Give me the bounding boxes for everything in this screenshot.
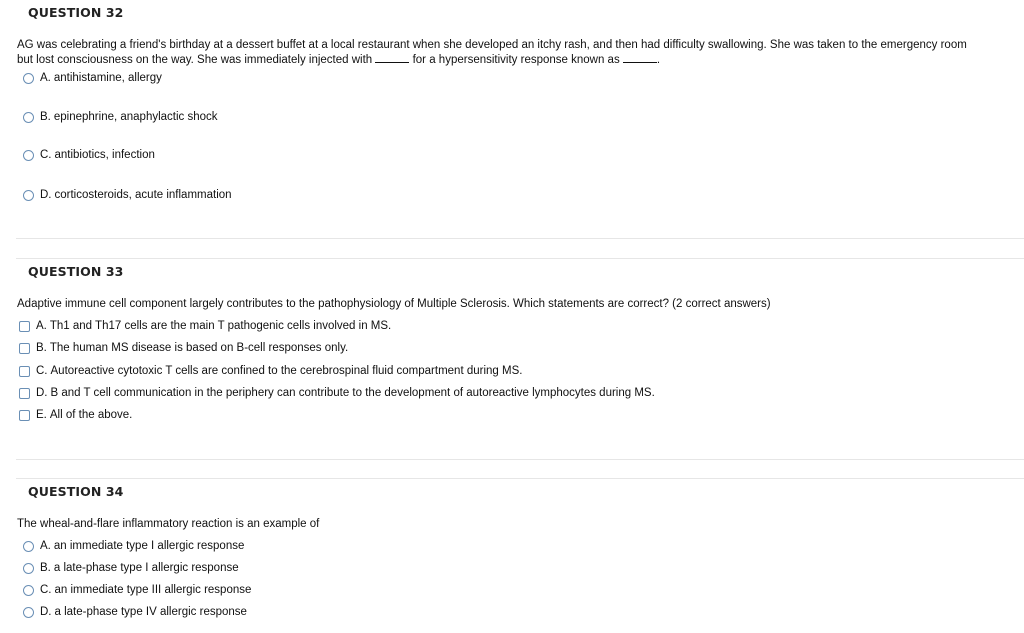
- radio-button[interactable]: [23, 563, 34, 574]
- question-33-option-a[interactable]: [19, 319, 391, 333]
- option-letter: B.: [40, 111, 51, 123]
- option-text: an immediate type III allergic response: [54, 584, 252, 596]
- section-divider: [16, 459, 1024, 460]
- option-letter: B.: [36, 342, 47, 354]
- section-divider: [16, 238, 1024, 239]
- radio-button[interactable]: [23, 150, 34, 161]
- question-34-prompt: The wheal-and-flare inflammatory reaction is an example of: [17, 518, 320, 530]
- question-32-prompt-text-1: AG was celebrating a friend's birthday at a dessert buffet at a local restaurant when she developed an itchy rash, and then had difficulty swallowing. She was taken to the emergency room: [17, 39, 967, 51]
- option-text: Autoreactive cytotoxic T cells are confined to the cerebrospinal fluid compartment during MS.: [50, 365, 523, 377]
- checkbox[interactable]: [19, 366, 30, 377]
- radio-button[interactable]: [23, 585, 34, 596]
- option-letter: A.: [40, 540, 51, 552]
- option-text: a late-phase type IV allergic response: [54, 606, 247, 618]
- radio-button[interactable]: [23, 190, 34, 201]
- section-divider: [16, 478, 1024, 479]
- radio-button[interactable]: [23, 607, 34, 618]
- question-32-prompt: [17, 38, 1017, 67]
- checkbox[interactable]: [19, 388, 30, 399]
- question-33-option-b[interactable]: [19, 341, 348, 355]
- radio-button[interactable]: [23, 541, 34, 552]
- option-text: antihistamine, allergy: [53, 72, 162, 84]
- option-text: corticosteroids, acute inflammation: [54, 189, 232, 201]
- question-33-option-d[interactable]: [19, 386, 655, 400]
- option-text: antibiotics, infection: [54, 149, 155, 161]
- blank-2: [623, 52, 657, 63]
- option-letter: C.: [40, 584, 52, 596]
- question-34-option-b[interactable]: [23, 561, 239, 575]
- question-34-title: QUESTION 34: [28, 484, 124, 499]
- blank-1: [375, 52, 409, 63]
- option-text: Th1 and Th17 cells are the main T pathogenic cells involved in MS.: [49, 320, 392, 332]
- question-34-option-c[interactable]: [23, 583, 251, 597]
- option-text: B and T cell communication in the periphery can contribute to the development of autoreactive lymphocytes during MS.: [50, 387, 655, 399]
- question-32-prompt-text-3: for a hypersensitivity response known as: [412, 54, 620, 66]
- question-33-option-e[interactable]: [19, 408, 132, 422]
- checkbox[interactable]: [19, 321, 30, 332]
- question-32-prompt-text-4: .: [656, 54, 661, 66]
- question-32-option-d[interactable]: [23, 188, 232, 202]
- question-34-option-a[interactable]: [23, 539, 244, 553]
- option-text: a late-phase type I allergic response: [53, 562, 239, 574]
- option-letter: C.: [40, 149, 52, 161]
- option-text: All of the above.: [49, 409, 133, 421]
- question-32-option-c[interactable]: [23, 148, 155, 162]
- checkbox[interactable]: [19, 343, 30, 354]
- option-letter: A.: [36, 320, 47, 332]
- question-32-title: QUESTION 32: [28, 5, 124, 20]
- option-letter: D.: [36, 387, 48, 399]
- question-32-option-a[interactable]: [23, 71, 162, 85]
- option-text: epinephrine, anaphylactic shock: [53, 111, 218, 123]
- question-32-prompt-text-2: but lost consciousness on the way. She was immediately injected with: [17, 54, 373, 66]
- option-letter: D.: [40, 606, 52, 618]
- radio-button[interactable]: [23, 112, 34, 123]
- option-text: The human MS disease is based on B-cell responses only.: [49, 342, 349, 354]
- question-33-option-c[interactable]: [19, 364, 522, 378]
- option-letter: C.: [36, 365, 48, 377]
- option-letter: B.: [40, 562, 51, 574]
- radio-button[interactable]: [23, 73, 34, 84]
- question-32-option-b[interactable]: [23, 110, 218, 124]
- question-33-title: QUESTION 33: [28, 264, 124, 279]
- section-divider: [16, 258, 1024, 259]
- question-34-option-d[interactable]: [23, 605, 247, 619]
- checkbox[interactable]: [19, 410, 30, 421]
- option-letter: D.: [40, 189, 52, 201]
- option-text: an immediate type I allergic response: [53, 540, 245, 552]
- option-letter: A.: [40, 72, 51, 84]
- question-33-prompt: Adaptive immune cell component largely contributes to the pathophysiology of Multiple Sclerosis. Which statements are correct? (2 correct answers): [17, 298, 771, 310]
- option-letter: E.: [36, 409, 47, 421]
